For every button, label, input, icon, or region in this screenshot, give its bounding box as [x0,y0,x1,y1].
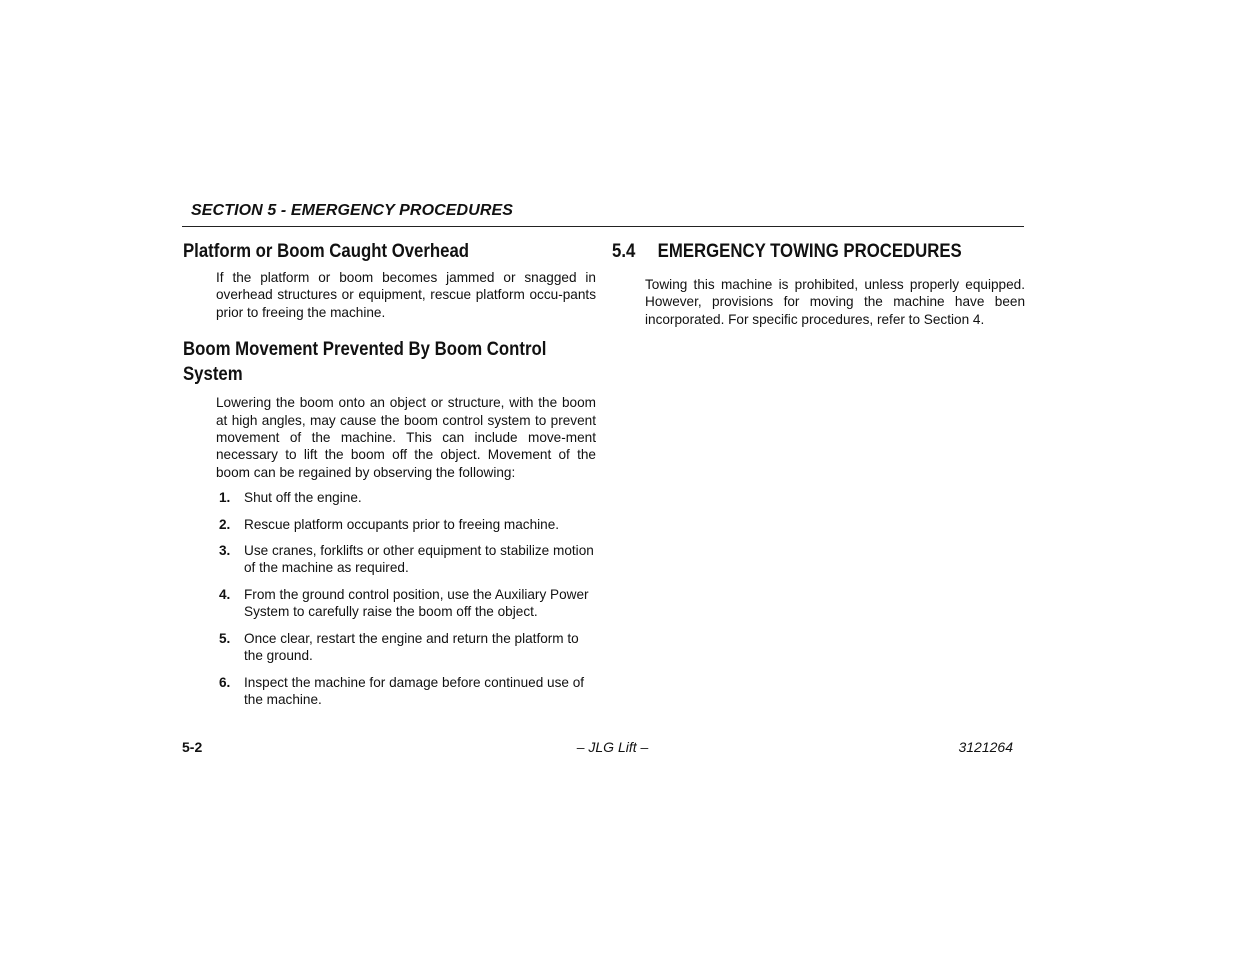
step-text: Rescue platform occupants prior to freeing machine. [244,516,560,532]
step-number: 5. [219,630,231,646]
step-number: 2. [219,516,231,532]
step-text: Inspect the machine for damage before continued use of the machine. [244,674,585,707]
heading-title: EMERGENCY TOWING PROCEDURES [657,240,962,262]
footer-brand: – JLG Lift – [576,739,649,755]
step-text: Once clear, restart the engine and return the platform to the ground. [244,630,579,664]
paragraph-boom-movement: Lowering the boom onto an object or structure, with the boom at high angles, may cause the boom control system to prevent movement of the machine. This can include move-ment necessary to lift the boom off the object. Movement of the boom can be regained by observing the following: [216,395,596,480]
step-text: Use cranes, forklifts or other equipment to stabilize motion of the machine as required. [244,543,594,576]
heading-platform-caught: Platform or Boom Caught Overhead [183,240,470,262]
heading-towing [612,239,967,264]
list-item [219,674,596,709]
heading-number: 5.4 [612,240,636,262]
step-number: 1. [219,490,231,506]
list-item [219,489,596,506]
step-text: Shut off the engine. [244,490,362,506]
left-column [183,239,596,708]
steps-list [183,489,596,708]
paragraph-towing: Towing this machine is prohibited, unless properly equipped. However, provisions for moving the machine have been incorporated. For specific procedures, refer to Section 4. [645,277,1025,327]
list-item [219,630,596,665]
document-number: 3121264 [958,739,1013,755]
step-number: 6. [219,674,231,690]
heading-boom-movement: Boom Movement Prevented By Boom Control System [183,338,547,386]
list-item [219,586,596,621]
list-item [219,516,596,533]
step-number: 4. [219,586,231,602]
page-number: 5-2 [182,739,203,755]
list-item [219,542,596,577]
header-rule [182,226,1024,227]
right-column [612,239,1025,328]
step-number: 3. [219,543,231,559]
paragraph-platform-caught: If the platform or boom becomes jammed or snagged in overhead structures or equipment, rescue platform occu-pants prior to freeing the machine. [216,270,596,320]
step-text: From the ground control position, use the Auxiliary Power System to carefully raise the boom off the object. [244,586,589,620]
section-header: SECTION 5 - EMERGENCY PROCEDURES [191,202,514,219]
